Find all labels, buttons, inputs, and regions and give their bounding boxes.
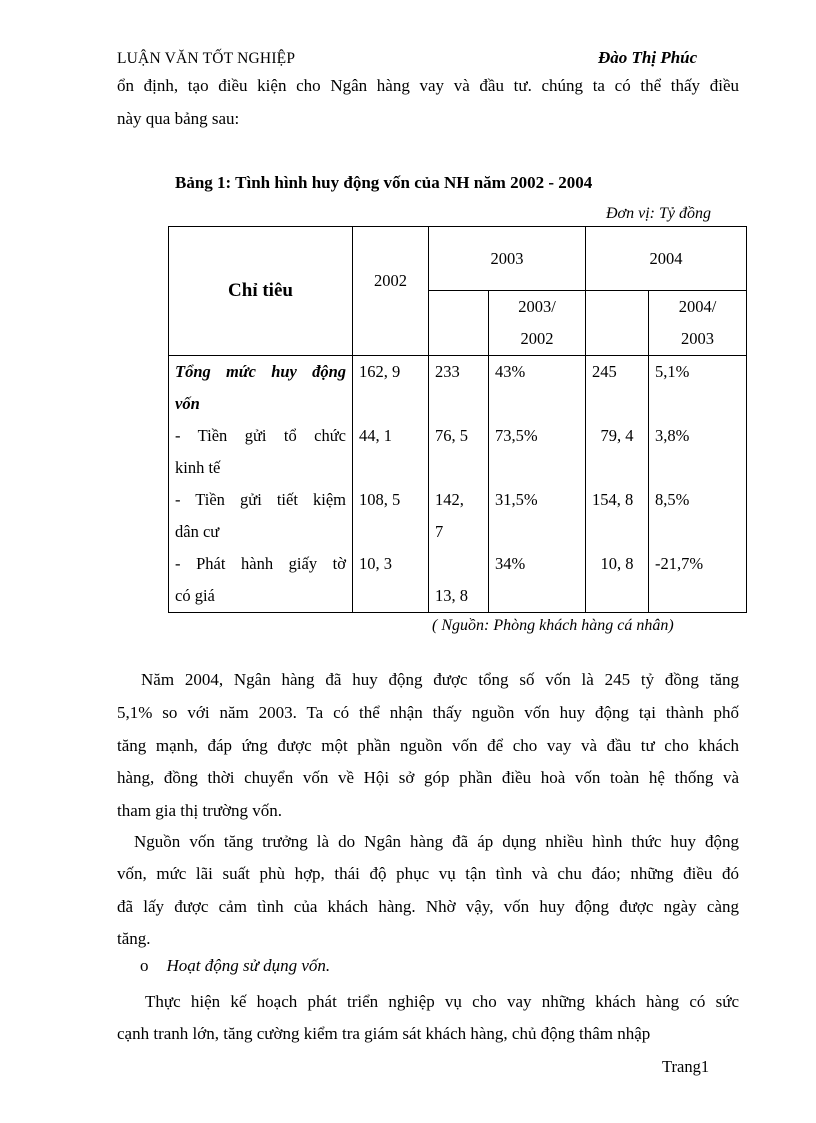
paragraph-line: cạnh tranh lớn, tăng cường kiểm tra giám sát khách hàng, chủ động thâm nhập (117, 1024, 651, 1043)
cell-2004-ratio: 5,1% (649, 356, 747, 421)
header-2004-ratio (649, 291, 747, 356)
intro-line: ổn định, tạo điều kiện cho Ngân hàng vay và đầu tư. chúng ta có thể thấy điều (117, 76, 739, 95)
cell-2004: 79, 4 (586, 420, 649, 484)
paragraph-line: tham gia thị trường vốn. (117, 800, 283, 820)
paragraph-3 (145, 986, 739, 1019)
row-label-line: - Tiền gửi tổ chức (175, 426, 346, 445)
cell-2002: 44, 1 (353, 420, 429, 484)
paragraph-1 (117, 664, 739, 697)
bullet-marker: o (140, 956, 149, 975)
paragraph-line: tăng mạnh, đáp ứng được một phần nguồn vốn để cho vay và đầu tư cho khách (117, 735, 739, 755)
paragraph-line: Thực hiện kế hoạch phát triển nghiệp vụ cho vay những khách hàng có sức (145, 992, 739, 1011)
paragraph-line: Nguồn vốn tăng trưởng là do Ngân hàng đã áp dụng nhiều hình thức huy động (134, 832, 739, 851)
cell-2004-ratio: 8,5% (649, 484, 747, 548)
row-label (169, 484, 353, 548)
cell-2002: 10, 3 (353, 548, 429, 613)
ratio-2003-bottom: 2002 (520, 329, 554, 348)
intro-paragraph (117, 70, 739, 135)
intro-line: này qua bảng sau: (117, 108, 240, 128)
row-label (169, 356, 353, 421)
paragraph-line: 5,1% so với năm 2003. Ta có thể nhận thấy nguồn vốn huy động tại thành phố (117, 703, 739, 722)
header-2004-value (586, 291, 649, 356)
capital-mobilization-table (168, 226, 747, 613)
row-label (169, 548, 353, 613)
row-label-line: - Tiền gửi tiết kiệm (175, 490, 346, 509)
row-label-line: vốn (175, 394, 200, 413)
table-source: ( Nguồn: Phòng khách hàng cá nhân) (432, 617, 674, 634)
table-row (169, 548, 747, 613)
row-label-line: dân cư (175, 522, 220, 541)
running-header-left: LUẬN VĂN TỐT NGHIỆP (117, 50, 296, 67)
row-label (169, 420, 353, 484)
table-row (169, 484, 747, 548)
cell-2003: 233 (429, 356, 489, 421)
paragraph-2-cont (117, 858, 739, 956)
cell-2003: 13, 8 (429, 548, 489, 613)
cell-2002: 162, 9 (353, 356, 429, 421)
cell-2003-ratio: 73,5% (489, 420, 586, 484)
header-2004: 2004 (586, 227, 747, 291)
table-row (169, 356, 747, 421)
cell-2004: 245 (586, 356, 649, 421)
header-2002: 2002 (353, 227, 429, 356)
cell-2002: 108, 5 (353, 484, 429, 548)
cell-2004: 154, 8 (586, 484, 649, 548)
cell-2003-line: 7 (435, 522, 444, 541)
cell-2003: 76, 5 (429, 420, 489, 484)
paragraph-line: hàng, đồng thời chuyển vốn về Hội sở góp phần điều hoà vốn toàn hệ thống và (117, 768, 739, 787)
row-label-line: có giá (175, 586, 215, 605)
page-number: Trang1 (662, 1057, 710, 1076)
cell-2003-ratio: 34% (489, 548, 586, 613)
header-2003: 2003 (429, 227, 586, 291)
ratio-2004-top: 2004/ (678, 297, 717, 316)
paragraph-3-cont (117, 1018, 739, 1051)
ratio-2004-bottom: 2003 (681, 329, 714, 348)
header-2003-ratio (489, 291, 586, 356)
paragraph-1-cont (117, 697, 739, 827)
paragraph-2 (134, 826, 739, 859)
paragraph-line: Năm 2004, Ngân hàng đã huy động được tổng số vốn là 245 tỷ đồng tăng (141, 670, 739, 689)
table-title: Bảng 1: Tình hình huy động vốn của NH năm 2002 - 2004 (175, 173, 593, 192)
cell-2003-ratio: 43% (489, 356, 586, 421)
row-label-line: - Phát hành giấy tờ (175, 554, 346, 573)
table-unit: Đơn vị: Tỷ đồng (606, 205, 711, 222)
row-label-line: Tổng mức huy động (175, 362, 346, 381)
cell-2003 (429, 484, 489, 548)
header-2003-value (429, 291, 489, 356)
cell-2003-ratio: 31,5% (489, 484, 586, 548)
cell-2004-ratio: 3,8% (649, 420, 747, 484)
running-header-author: Đào Thị Phúc (598, 48, 698, 67)
cell-2004: 10, 8 (586, 548, 649, 613)
row-label-line: kinh tế (175, 458, 221, 477)
bullet-text: Hoạt động sử dụng vốn. (166, 956, 331, 975)
paragraph-line: vốn, mức lãi suất phù hợp, thái độ phục vụ tận tình và chu đáo; những điều đó (117, 864, 739, 883)
cell-2003-line: 142, (435, 490, 464, 509)
ratio-2003-top: 2003/ (518, 297, 556, 316)
header-indicator: Chỉ tiêu (169, 227, 353, 356)
section-bullet (140, 956, 330, 976)
table-row (169, 420, 747, 484)
paragraph-line: đã lấy được cảm tình của khách hàng. Nhờ vậy, vốn huy động được ngày càng (117, 896, 739, 916)
cell-2004-ratio: -21,7% (649, 548, 747, 613)
paragraph-line: tăng. (117, 929, 151, 948)
